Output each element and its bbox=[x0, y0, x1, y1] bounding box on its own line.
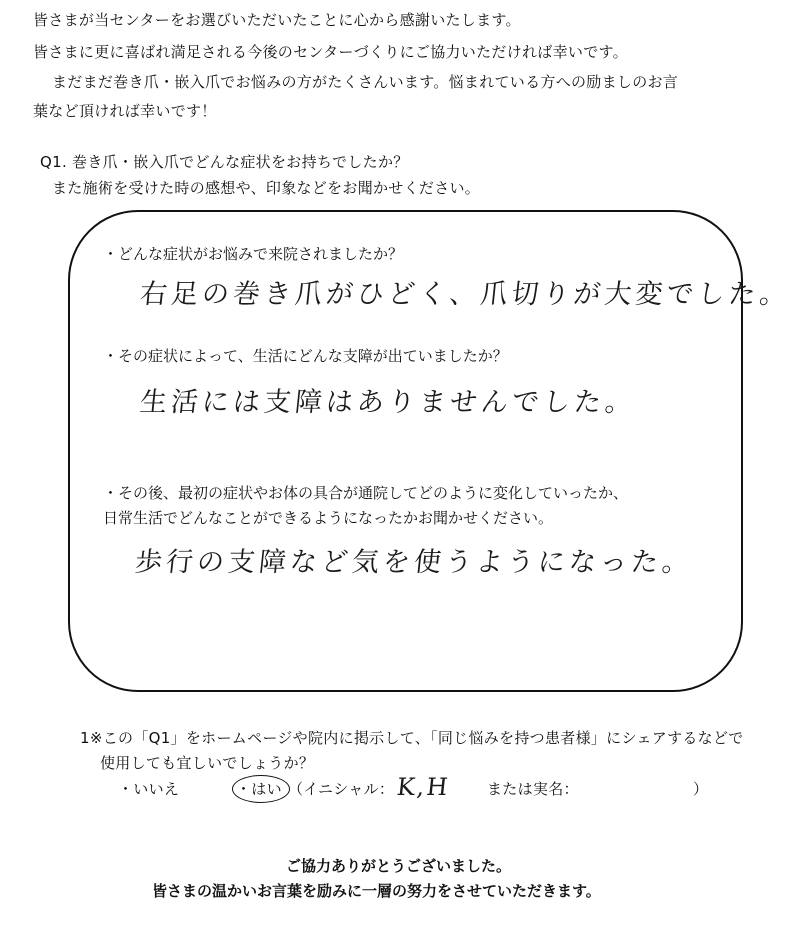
intro-line-2: 皆さまに更に喜ばれ満足される今後のセンターづくりにご協力いただければ幸いです。 bbox=[33, 43, 628, 61]
consent-question-line-1: 1※この「Q1」をホームページや院内に掲示して、「同じ悩みを持つ患者様」にシェアするなどで bbox=[80, 729, 744, 747]
prompt-changes-line-1: ・その後、最初の症状やお体の具合が通院してどのように変化していったか、 bbox=[103, 484, 629, 502]
intro-line-4: 葉など頂ければ幸いです！ bbox=[33, 102, 217, 120]
thanks-line-1: ご協力ありがとうございました。 bbox=[286, 857, 512, 875]
option-no[interactable]: ・いいえ bbox=[118, 780, 180, 798]
prompt-changes-line-2: 日常生活でどんなことができるようになったかお聞かせください。 bbox=[103, 509, 554, 527]
realname-label: または実名： bbox=[487, 780, 579, 798]
prompt-life-impact: ・その症状によって、生活にどんな支障が出ていましたか？ bbox=[103, 347, 508, 365]
question-q1-title: Q1. 巻き爪・嵌入爪でどんな症状をお持ちでしたか？ bbox=[40, 153, 409, 171]
handwritten-initials[interactable]: K,H bbox=[395, 773, 451, 801]
question-q1-subtitle: また施術を受けた時の感想や、印象などをお聞かせください。 bbox=[52, 179, 481, 197]
handwritten-answer-changes: 歩行の支障など気を使うようになった。 bbox=[133, 547, 695, 578]
initial-label: （イニシャル： bbox=[288, 780, 395, 798]
intro-line-1: 皆さまが当センターをお選びいただいたことに心から感謝いたします。 bbox=[33, 11, 521, 29]
handwritten-answer-symptoms: 右足の巻き爪がひどく、爪切りが大変でした。 bbox=[138, 279, 793, 310]
thanks-line-2: 皆さまの温かいお言葉を励みに一層の努力をさせていただきます。 bbox=[152, 882, 601, 900]
handwritten-answer-life-impact: 生活には支障はありませんでした。 bbox=[138, 387, 638, 418]
realname-close-paren: ） bbox=[693, 780, 709, 798]
consent-question-line-2: 使用しても宜しいでしょうか？ bbox=[100, 754, 315, 772]
intro-line-3: まだまだ巻き爪・嵌入爪でお悩みの方がたくさんいます。悩まれている方への励ましのお言 bbox=[52, 73, 679, 91]
prompt-symptoms: ・どんな症状がお悩みで来院されましたか？ bbox=[103, 245, 404, 263]
option-yes[interactable]: ・はい bbox=[236, 780, 282, 798]
